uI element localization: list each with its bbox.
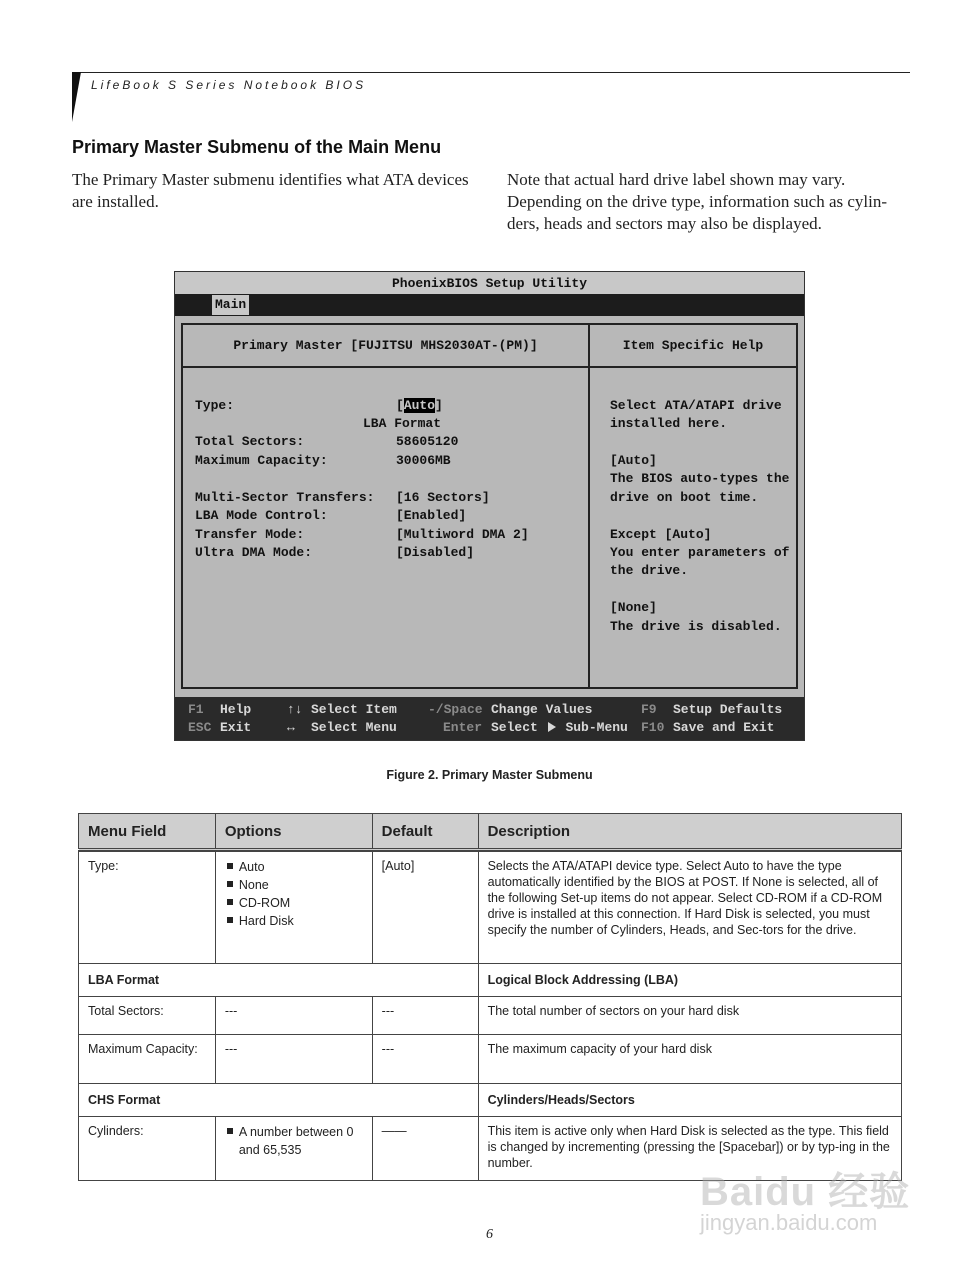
help-line: drive on boot time. (610, 490, 759, 505)
col-header-description: Description (478, 814, 901, 850)
field-value-type[interactable] (396, 398, 443, 413)
key-f1: F1 (188, 702, 204, 717)
help-line: Except [Auto] (610, 527, 712, 542)
bios-footer (175, 697, 804, 740)
label-change-values: Change Values (491, 702, 593, 717)
bracket-close: ] (435, 398, 443, 413)
col-header-menu-field: Menu Field (79, 814, 216, 850)
field-label-total-sectors: Total Sectors: (195, 434, 305, 449)
help-line: The BIOS auto-types the (610, 471, 790, 486)
help-line: The drive is disabled. (610, 619, 782, 634)
bios-title: PhoenixBIOS Setup Utility (175, 272, 804, 295)
cell-default: --- (372, 997, 478, 1035)
option-item: CD-ROM (225, 894, 363, 912)
cell-field: Maximum Capacity: (79, 1035, 216, 1084)
field-value-multi-sector[interactable]: [16 Sectors] (396, 490, 490, 505)
key-f9: F9 (641, 702, 657, 717)
label-setup-defaults: Setup Defaults (673, 702, 783, 717)
options-table (78, 813, 902, 1181)
key-minus-space: -/Space (428, 702, 483, 717)
cell-field: Total Sectors: (79, 997, 216, 1035)
cell-description: The total number of sectors on your hard disk (478, 997, 901, 1035)
cell-options (215, 852, 372, 964)
help-line: [None] (610, 600, 657, 615)
table-header-row (79, 814, 902, 850)
label-select-submenu (491, 720, 628, 735)
running-title: LifeBook S Series Notebook BIOS (91, 78, 367, 92)
key-esc: ESC (188, 720, 212, 735)
cell-field: Cylinders: (79, 1117, 216, 1181)
field-label-multi-sector: Multi-Sector Transfers: (195, 490, 375, 505)
option-item: None (225, 876, 363, 894)
field-label-ultra-dma: Ultra DMA Mode: (195, 545, 313, 560)
table-section-row (79, 1084, 902, 1117)
cell-field: Type: (79, 852, 216, 964)
cell-default: —— (372, 1117, 478, 1181)
bios-menubar (175, 294, 804, 316)
header-rule (74, 72, 910, 73)
intro-paragraph-left: The Primary Master submenu identifies what ATA devices are installed. (72, 170, 469, 211)
field-value-lba-mode[interactable]: [Enabled] (396, 508, 467, 523)
help-line: the drive. (610, 563, 689, 578)
section-label: CHS Format (79, 1084, 479, 1117)
field-value-ultra-dma[interactable]: [Disabled] (396, 545, 475, 560)
help-line: installed here. (610, 416, 728, 431)
table-row (79, 997, 902, 1035)
key-arrows-updown: ↑↓ (287, 702, 303, 717)
section-description: Cylinders/Heads/Sectors (478, 1084, 901, 1117)
help-title: Item Specific Help (622, 338, 764, 353)
label-help: Help (220, 702, 252, 717)
panel-title: Primary Master [FUJITSU MHS2030AT-(PM)] (233, 338, 538, 353)
option-item: Auto (225, 858, 363, 876)
section-title: Primary Master Submenu of the Main Menu (72, 137, 442, 157)
label-select-menu: Select Menu (311, 720, 397, 735)
option-item: Hard Disk (225, 912, 363, 930)
field-label-type: Type: (195, 398, 235, 413)
cell-options: --- (215, 997, 372, 1035)
cell-default: [Auto] (372, 852, 478, 964)
cell-options: --- (215, 1035, 372, 1084)
key-f10: F10 (641, 720, 665, 735)
help-line: Select ATA/ATAPI drive (610, 398, 782, 413)
cell-options (215, 1117, 372, 1181)
section-description: Logical Block Addressing (LBA) (478, 964, 901, 997)
field-label-transfer-mode: Transfer Mode: (195, 527, 305, 542)
col-header-options: Options (215, 814, 372, 850)
page-number: 6 (486, 1227, 493, 1242)
field-value-lba-format: LBA Format (363, 416, 442, 431)
label-select-item: Select Item (311, 702, 397, 717)
help-line: [Auto] (610, 453, 657, 468)
watermark-brand: Baidu 经验 (700, 1170, 911, 1214)
bios-screen (174, 271, 805, 741)
field-value-total-sectors: 58605120 (396, 434, 459, 449)
watermark-url: jingyan.baidu.com (700, 1210, 878, 1235)
figure-caption: Figure 2. Primary Master Submenu (386, 768, 593, 782)
label-save-exit: Save and Exit (673, 720, 775, 735)
key-enter: Enter (443, 720, 483, 735)
bios-panel-frame (181, 323, 798, 689)
table-row (79, 1035, 902, 1084)
cell-description: The maximum capacity of your hard disk (478, 1035, 901, 1084)
field-value-transfer-mode[interactable]: [Multiword DMA 2] (396, 527, 529, 542)
type-selected-value[interactable]: Auto (403, 398, 436, 413)
intro-paragraph-right: Note that actual hard drive label shown may vary. Depending on the drive type, information such as cylin-ders, heads and sectors may also be displayed. (507, 170, 888, 233)
header-wedge (72, 72, 81, 122)
label-select: Select (491, 720, 538, 735)
bios-panel-divider (588, 323, 590, 689)
section-label: LBA Format (79, 964, 479, 997)
cell-default: --- (372, 1035, 478, 1084)
cell-description: This item is active only when Hard Disk is selected as the type. This field is changed by incrementing (pressing the [Spacebar]) or by typ-ing in the number. (478, 1117, 901, 1181)
play-arrow-icon (548, 722, 556, 732)
label-sub-menu: Sub-Menu (565, 720, 628, 735)
key-arrows-leftright: ↔ (287, 720, 295, 735)
field-label-lba-mode: LBA Mode Control: (195, 508, 328, 523)
menu-tab-main[interactable]: Main (212, 295, 249, 315)
option-item: A number between 0 and 65,535 (225, 1123, 363, 1159)
field-value-max-capacity: 30006MB (396, 453, 451, 468)
label-exit: Exit (220, 720, 252, 735)
help-line: You enter parameters of (610, 545, 790, 560)
col-header-default: Default (372, 814, 478, 850)
cell-description: Selects the ATA/ATAPI device type. Select Auto to have the type automatically identified by the BIOS at POST. If None is selected, all of the following Set-up items do not appear. Select CD-ROM if a CD-ROM drive is installed at this connection. If Hard Disk is selected, you must specify the number of Cylinders, Heads, and Sec-tors for the drive. (478, 852, 901, 964)
bios-panel-header-rule (181, 366, 798, 368)
bracket-open: [ (396, 398, 404, 413)
table-row (79, 852, 902, 964)
table-section-row (79, 964, 902, 997)
field-label-max-capacity: Maximum Capacity: (195, 453, 328, 468)
